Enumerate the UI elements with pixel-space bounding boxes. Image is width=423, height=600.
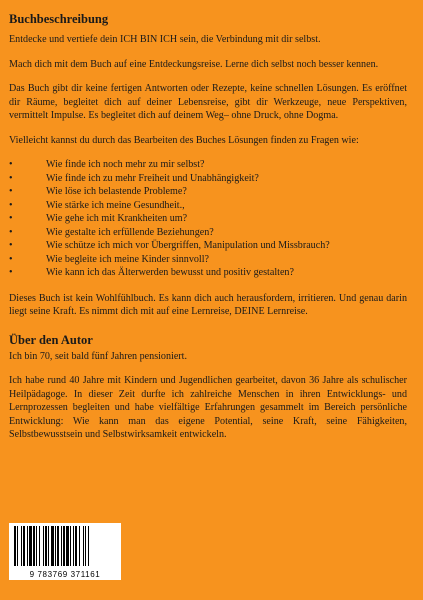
heading-ueber-den-autor: Über den Autor — [9, 332, 93, 347]
bullet-icon: • — [9, 253, 13, 265]
bullet-icon: • — [9, 186, 13, 197]
bullet-icon: • — [9, 199, 13, 211]
list-item: • Wie finde ich noch mehr zu mir selbst? — [9, 159, 205, 170]
bullet-icon: • — [9, 159, 13, 170]
list-item: • Wie löse ich belastende Probleme? — [9, 186, 187, 197]
list-item: • Wie finde ich zu mehr Freiheit und Unabhängigkeit? — [9, 172, 259, 184]
bullet-icon: • — [9, 267, 13, 278]
list-item: • Wie schütze ich mich vor Übergriffen, Manipulation und Missbrauch? — [9, 240, 330, 251]
bullet-icon: • — [9, 172, 13, 184]
paragraph-fragen-intro: Vielleicht kannst du durch das Bearbeiten des Buches Lösungen finden zu Fragen wie: — [9, 134, 359, 146]
list-item: • Wie begleite ich meine Kinder sinnvoll? — [9, 253, 210, 265]
paragraph-wohlfuehlbuch: Dieses Buch ist kein Wohlfühlbuch. Es kann dich auch herausfordern, irritieren. Und genau darin liegt seine Kraft. Es nimmt dich mit auf eine Lernreise, DEINE Lernreise. — [9, 292, 407, 317]
paragraph-entdeckungsreise: Mach dich mit dem Buch auf eine Entdeckungsreise. Lerne dich selbst noch besser kennen. — [9, 58, 379, 70]
list-item: • Wie gehe ich mit Krankheiten um? — [9, 213, 188, 224]
list-item: • Wie gestalte ich erfüllende Beziehungen? — [9, 226, 214, 238]
isbn-barcode — [9, 523, 121, 580]
paragraph-intro: Entdecke und vertiefe dein ICH BIN ICH sein, die Verbindung mit dir selbst. — [9, 34, 321, 45]
fragen-list — [9, 158, 407, 280]
list-item: • Wie kann ich das Älterwerden bewusst und positiv gestalten? — [9, 267, 294, 278]
heading-buchbeschreibung: Buchbeschreibung — [9, 12, 109, 26]
paragraph-autor-alter: Ich bin 70, seit bald fünf Jahren pensioniert. — [9, 350, 187, 362]
paragraph-keine-antworten: Das Buch gibt dir keine fertigen Antworten oder Rezepte, keine schnellen Lösungen. Es eröffnet dir Räume, begleitet dich auf deiner Lebensreise, gibt dir Werkzeuge, neue Perspektiven, vermittelt Impulse. Es begleitet dich auf deinem Weg– ohne Druck, ohne Dogma. — [9, 83, 407, 121]
isbn-digits: 9 783769 371161 — [29, 570, 101, 579]
bullet-icon: • — [9, 240, 13, 251]
back-cover-text — [9, 12, 407, 453]
list-item: • Wie stärke ich meine Gesundheit., — [9, 199, 185, 211]
barcode-bars-icon — [9, 523, 121, 569]
bullet-icon: • — [9, 213, 13, 224]
bullet-icon: • — [9, 226, 13, 238]
paragraph-autor-werdegang: Ich habe rund 40 Jahre mit Kindern und Jugendlichen gearbeitet, davon 36 Jahre als schulischer Heilpädagoge. In dieser Zeit durfte ich zahlreiche Menschen in ihren Entwicklungs- und Lernprozessen begleiten und habe vielfältige Erfahrungen gesammelt im Bereich persönliche Entwicklung: Wie kann man das eigene Potential, seine Kraft, seine Fähigkeiten, Selbstbewusstsein und Selbstwirksamkeit entwickeln. — [9, 375, 407, 440]
